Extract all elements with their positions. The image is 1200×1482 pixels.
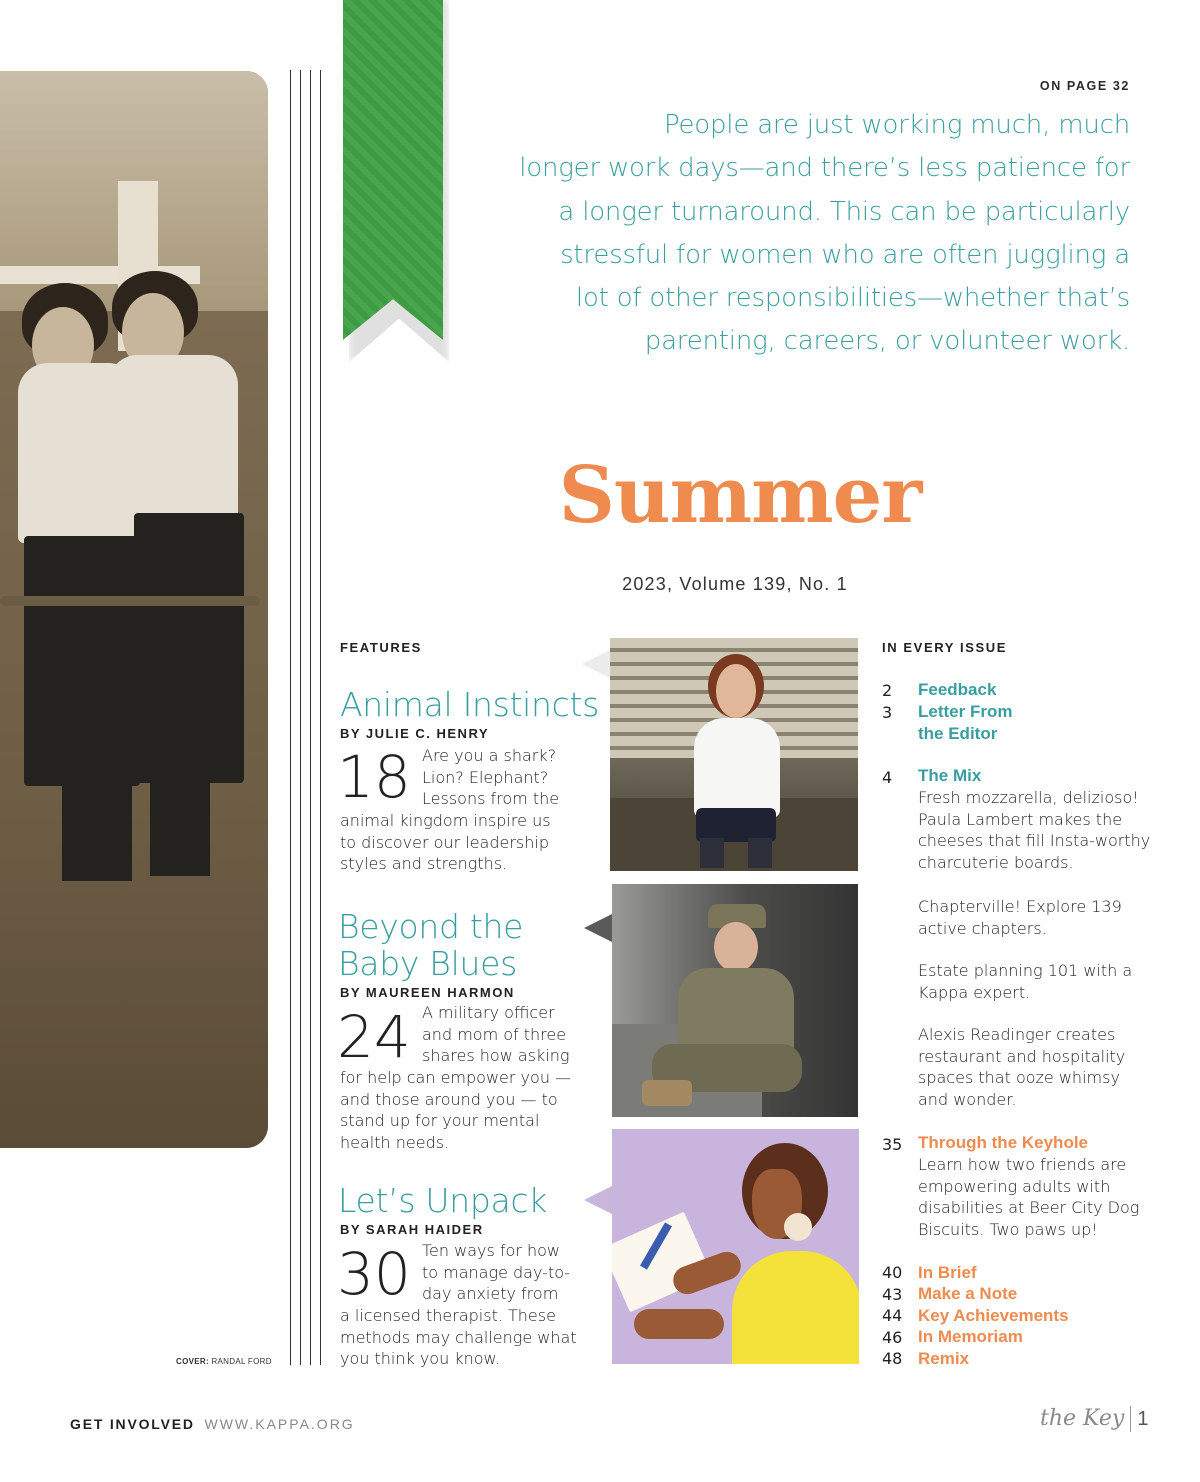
pull-quote-line: stressful for women who are often juggling a — [560, 239, 1130, 270]
photo-pointer — [582, 650, 610, 678]
feature-description: Are you a shark? Lion? Elephant? Lessons from the — [422, 746, 560, 809]
pull-quote — [480, 104, 1130, 364]
photo-pointer — [584, 914, 612, 942]
footer-get-involved — [70, 1416, 355, 1432]
department-the-mix[interactable]: The Mix — [918, 766, 982, 785]
department-list-item[interactable]: 43 Make a Note — [882, 1284, 1018, 1304]
feature-title[interactable]: Let’s Unpack — [338, 1181, 548, 1220]
issue-info: 2023, Volume 139, No. 1 — [622, 574, 848, 594]
department-page-number: 4 — [882, 768, 893, 787]
feature-byline: BY JULIE C. HENRY — [340, 726, 490, 741]
feature-title[interactable]: Beyond the Baby Blues — [338, 907, 524, 983]
cover-photo-skirt — [24, 536, 140, 786]
feature-title[interactable]: Animal Instincts — [340, 685, 600, 724]
feature-byline: BY MAUREEN HARMON — [340, 985, 515, 1000]
feature-page-number: 30 — [337, 1240, 411, 1308]
pull-quote-line: a longer turnaround. This can be particularly — [558, 196, 1130, 227]
pull-quote-line: People are just working much, much — [663, 110, 1130, 140]
footer-brand — [1040, 1406, 1148, 1432]
feature-description: animal kingdom inspire us to discover our leadership styles and strengths. — [340, 811, 551, 874]
department-list-item[interactable]: 40 In Brief — [882, 1262, 977, 1283]
feature-photo-baby-blues[interactable] — [612, 884, 858, 1117]
cover-photo-rope — [0, 596, 260, 606]
cover-photo-blouse — [108, 355, 238, 525]
cover-photo-skirt — [134, 513, 244, 783]
feature-description: a licensed therapist. These methods may challenge what you think you know. — [340, 1306, 577, 1369]
feature-description: Ten ways for how to manage day-to- day anxiety from — [422, 1241, 571, 1304]
footer-divider — [1130, 1406, 1131, 1432]
department-page-number: 2 — [882, 681, 893, 700]
photo-pointer — [584, 1186, 612, 1214]
cover-photo-legs — [62, 781, 132, 881]
feature-page-number: 18 — [337, 743, 411, 811]
cover-photo — [0, 71, 268, 1148]
brand-logo: the Key — [1040, 1406, 1125, 1431]
department-description: Learn how two friends are empowering adults with disabilities at Beer City Dog Biscuits. Two paws up! — [918, 1155, 1140, 1239]
department-letter-from-editor[interactable]: Letter From the Editor — [918, 702, 1013, 743]
footer-cta: GET INVOLVED — [70, 1416, 195, 1432]
pull-quote-line: parenting, careers, or volunteer work. — [644, 326, 1130, 357]
in-every-issue-label: IN EVERY ISSUE — [882, 640, 1007, 655]
feature-illustration-lets-unpack[interactable] — [612, 1129, 859, 1364]
department-page-number: 35 — [882, 1135, 903, 1154]
vertical-rule — [290, 70, 291, 1365]
footer-url[interactable]: WWW.KAPPA.ORG — [204, 1416, 355, 1432]
pull-quote-line: lot of other responsibilities—whether that’s — [575, 283, 1130, 314]
feature-description: for help can empower you — and those around you — to stand up for your mental health needs. — [340, 1068, 572, 1152]
department-description: Fresh mozzarella, delizioso! Paula Lambert makes the cheeses that fill Insta-worthy charcuterie boards. — [918, 788, 1151, 872]
department-list — [882, 1262, 1069, 1370]
feature-page-number: 24 — [337, 1003, 411, 1071]
vertical-rule — [300, 70, 301, 1365]
vertical-rule — [310, 70, 311, 1365]
feature-photo-animal-instincts[interactable] — [610, 638, 858, 871]
cover-credit: COVER: RANDAL FORD — [176, 1357, 272, 1366]
department-list-item[interactable]: 44 Key Achievements — [882, 1305, 1069, 1326]
page-number: 1 — [1137, 1408, 1149, 1430]
department-feedback[interactable]: Feedback — [918, 680, 997, 699]
cover-photo-legs — [150, 776, 210, 876]
department-description: Alexis Readinger creates restaurant and hospitality spaces that ooze whimsy and wonder. — [918, 1025, 1126, 1109]
vertical-rule — [320, 70, 321, 1365]
bookmark-ribbon — [343, 0, 443, 340]
department-through-the-keyhole[interactable]: Through the Keyhole — [918, 1133, 1088, 1152]
pull-quote-line: longer work days—and there’s less patience for — [519, 153, 1130, 184]
issue-title: Summer — [558, 450, 922, 541]
department-description: Estate planning 101 with a Kappa expert. — [918, 961, 1133, 1002]
department-list-item[interactable]: 48 Remix — [882, 1348, 970, 1369]
department-description: Chapterville! Explore 139 active chapters. — [918, 897, 1122, 938]
feature-description: A military officer and mom of three shares how asking — [422, 1003, 570, 1066]
department-list-item[interactable]: 46 In Memoriam — [882, 1327, 1023, 1347]
feature-byline: BY SARAH HAIDER — [340, 1222, 484, 1237]
features-label: FEATURES — [340, 640, 422, 655]
department-page-number: 3 — [882, 703, 893, 722]
pull-quote-label: ON PAGE 32 — [1039, 79, 1130, 93]
